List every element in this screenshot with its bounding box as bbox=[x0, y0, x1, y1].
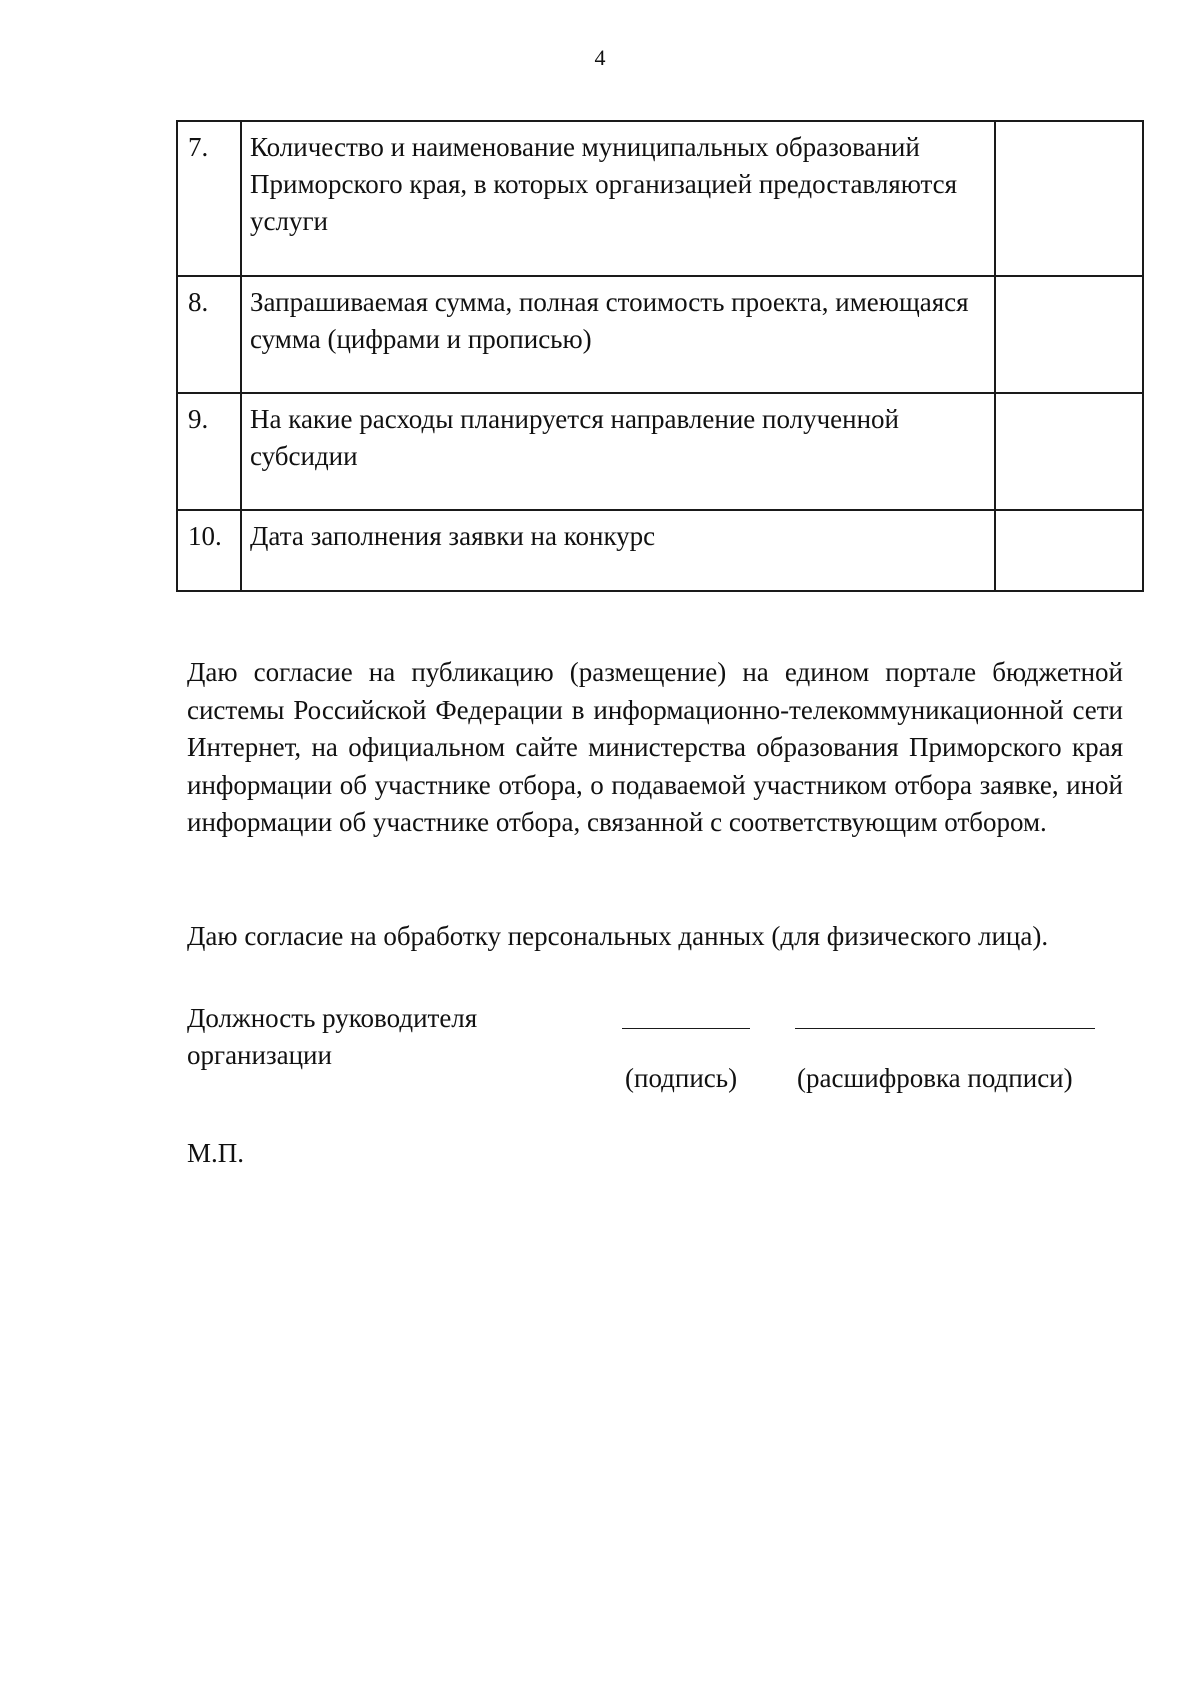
row-value-cell[interactable] bbox=[995, 121, 1143, 276]
row-value-cell[interactable] bbox=[995, 393, 1143, 510]
row-label: Дата заполнения заявки на конкурс bbox=[241, 510, 995, 591]
row-number: 9. bbox=[177, 393, 241, 510]
row-value-cell[interactable] bbox=[995, 276, 1143, 393]
stamp-place-label: М.П. bbox=[187, 1138, 245, 1168]
row-label: Запрашиваемая сумма, полная стоимость проекта, имеющаяся сумма (цифрами и прописью) bbox=[241, 276, 995, 393]
consent-personal-data-paragraph: Даю согласие на обработку персональных данных (для физического лица). bbox=[187, 921, 1049, 951]
table-row bbox=[177, 510, 1143, 591]
signature-caption: (подпись) bbox=[625, 1063, 738, 1093]
page-number: 4 bbox=[594, 45, 606, 70]
row-number: 10. bbox=[177, 510, 241, 591]
table-row bbox=[177, 276, 1143, 393]
table-row bbox=[177, 393, 1143, 510]
row-label: Количество и наименование муниципальных образований Приморского края, в которых организацией предоставляются услуги bbox=[241, 121, 995, 276]
row-label: На какие расходы планируется направление полученной субсидии bbox=[241, 393, 995, 510]
row-value-cell[interactable] bbox=[995, 510, 1143, 591]
application-form-table bbox=[176, 120, 1144, 592]
consent-publication-paragraph: Даю согласие на публикацию (размещение) на едином портале бюджетной системы Российской Федерации в информационно-телекоммуникационной сети Интернет, на официальном сайте министерства образования Приморского края информации об участнике отбора, о подаваемой участником отбора заявке, иной информации об участнике отбора, связанной с соответствующим отбором. bbox=[187, 657, 1123, 837]
table-row bbox=[177, 121, 1143, 276]
signature-line[interactable] bbox=[622, 1028, 750, 1029]
signature-decoding-caption: (расшифровка подписи) bbox=[797, 1063, 1073, 1093]
manager-position-label: Должность руководителя организации bbox=[187, 1003, 478, 1070]
row-number: 8. bbox=[177, 276, 241, 393]
row-number: 7. bbox=[177, 121, 241, 276]
signature-decoding-line[interactable] bbox=[795, 1028, 1095, 1029]
